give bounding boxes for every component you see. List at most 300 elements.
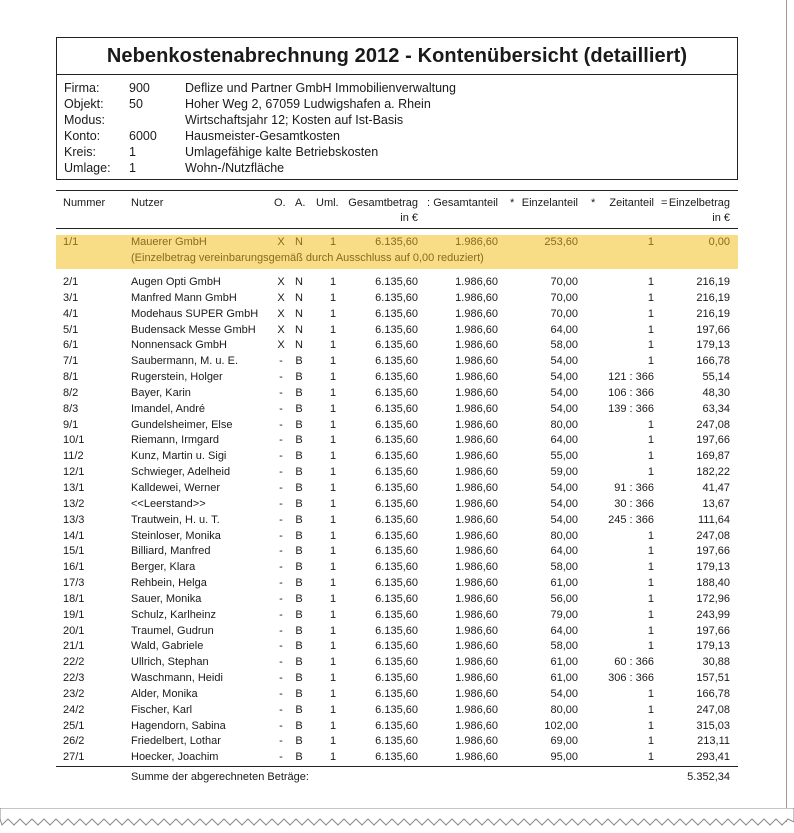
cell-zeitanteil: 1 — [647, 418, 654, 431]
cell-zeitanteil: 1 — [647, 307, 654, 320]
cell-a: B — [295, 529, 303, 542]
cell-nutzer: Rehbein, Helga — [131, 577, 207, 590]
report-info-box — [56, 74, 738, 180]
cell-einzelbetrag: 172,96 — [696, 592, 730, 605]
cell-a: B — [295, 703, 303, 716]
cell-o: - — [279, 529, 283, 542]
cell-uml: 1 — [329, 323, 337, 336]
cell-gesamtbetrag: 6.135,60 — [375, 561, 418, 574]
cell-nummer: 27/1 — [63, 751, 85, 764]
summary-value: 5.352,34 — [687, 771, 730, 784]
cell-einzelanteil: 70,00 — [550, 291, 578, 304]
cell-nutzer: Sauer, Monika — [131, 592, 202, 605]
cell-gesamtanteil: 1.986,60 — [455, 577, 498, 590]
header-zeitanteil: Zeitanteil — [609, 197, 654, 209]
info-number: 1 — [129, 161, 136, 175]
cell-nummer: 8/1 — [63, 371, 79, 384]
cell-gesamtbetrag: 6.135,60 — [375, 339, 418, 352]
table-row — [56, 307, 738, 323]
cell-gesamtanteil: 1.986,60 — [455, 291, 498, 304]
cell-a: B — [295, 687, 303, 700]
cell-gesamtbetrag: 6.135,60 — [375, 751, 418, 764]
table-row — [56, 513, 738, 529]
cell-uml: 1 — [329, 434, 337, 447]
cell-a: B — [295, 608, 303, 621]
cell-nutzer: Riemann, Irmgard — [131, 434, 220, 447]
cell-zeitanteil: 306 : 366 — [608, 672, 654, 685]
cell-einzelbetrag: 197,66 — [696, 323, 730, 336]
cell-nummer: 21/1 — [63, 640, 85, 653]
cell-a: N — [295, 236, 303, 248]
cell-einzelanteil: 70,00 — [550, 307, 578, 320]
cell-gesamtanteil: 1.986,60 — [455, 719, 498, 732]
header-sep-times2: * — [591, 197, 596, 209]
cell-einzelbetrag: 188,40 — [696, 577, 730, 590]
cell-nummer: 15/1 — [63, 545, 85, 558]
table-row — [56, 370, 738, 386]
cell-a: B — [295, 624, 303, 637]
cell-nummer: 17/3 — [63, 577, 85, 590]
cell-o: - — [279, 561, 283, 574]
cell-einzelanteil: 64,00 — [550, 545, 578, 558]
cell-einzelanteil: 54,00 — [550, 687, 578, 700]
cell-a: B — [295, 656, 303, 669]
cell-einzelbetrag: 197,66 — [696, 624, 730, 637]
table-row — [56, 592, 738, 608]
cell-einzelanteil: 69,00 — [550, 735, 578, 748]
cell-einzelanteil: 54,00 — [550, 481, 578, 494]
cell-uml: 1 — [329, 291, 337, 304]
info-row — [57, 161, 737, 177]
cell-gesamtanteil: 1.986,60 — [455, 656, 498, 669]
cell-gesamtbetrag: 6.135,60 — [375, 719, 418, 732]
cell-zeitanteil: 1 — [647, 434, 654, 447]
cell-nutzer: Nonnensack GmbH — [131, 339, 227, 352]
table-row — [56, 529, 738, 545]
cell-o: X — [277, 323, 285, 336]
cell-nutzer: Steinloser, Monika — [131, 529, 221, 542]
cell-einzelanteil: 102,00 — [544, 719, 578, 732]
header-nutzer: Nutzer — [131, 197, 164, 209]
cell-nutzer: Kalldewei, Werner — [131, 481, 221, 494]
cell-uml: 1 — [329, 656, 337, 669]
table-body — [56, 275, 738, 766]
cell-uml: 1 — [329, 497, 337, 510]
cell-nummer: 7/1 — [63, 355, 79, 368]
cell-gesamtanteil: 1.986,60 — [455, 307, 498, 320]
table-row-highlighted — [56, 235, 738, 269]
cell-uml: 1 — [329, 339, 337, 352]
cell-einzelanteil: 58,00 — [550, 339, 578, 352]
cell-einzelanteil: 253,60 — [544, 236, 578, 248]
cell-uml: 1 — [329, 735, 337, 748]
cell-nutzer: Manfred Mann GmbH — [131, 291, 237, 304]
info-row — [57, 129, 737, 145]
cell-zeitanteil: 1 — [647, 640, 654, 653]
cell-a: B — [295, 577, 303, 590]
cell-nutzer: Traumel, Gudrun — [131, 624, 214, 637]
cell-uml: 1 — [329, 276, 337, 288]
cell-gesamtanteil: 1.986,60 — [455, 561, 498, 574]
cell-nutzer: Alder, Monika — [131, 687, 198, 700]
cell-gesamtanteil: 1.986,60 — [455, 355, 498, 368]
cell-gesamtanteil: 1.986,60 — [455, 236, 498, 248]
cell-nutzer: Wald, Gabriele — [131, 640, 204, 653]
cell-zeitanteil: 106 : 366 — [608, 386, 654, 399]
info-label: Modus: — [64, 113, 105, 127]
cell-gesamtbetrag: 6.135,60 — [375, 735, 418, 748]
cell-o: X — [277, 291, 285, 304]
cell-o: - — [279, 497, 283, 510]
cell-gesamtanteil: 1.986,60 — [455, 402, 498, 415]
info-text: Wohn-/Nutzfläche — [185, 161, 285, 175]
cell-a: B — [295, 497, 303, 510]
header-sep-equals: = — [661, 197, 668, 209]
cell-zeitanteil: 245 : 366 — [608, 513, 654, 526]
cell-nummer: 13/3 — [63, 513, 85, 526]
cell-nummer: 5/1 — [63, 323, 79, 336]
table-row — [56, 608, 738, 624]
cell-a: B — [295, 386, 303, 399]
accounts-table — [56, 190, 738, 787]
cell-einzelbetrag: 247,08 — [696, 418, 730, 431]
cell-einzelanteil: 54,00 — [550, 371, 578, 384]
cell-gesamtbetrag: 6.135,60 — [375, 545, 418, 558]
cell-nutzer: Gundelsheimer, Else — [131, 418, 233, 431]
info-label: Umlage: — [64, 161, 111, 175]
cell-gesamtbetrag: 6.135,60 — [375, 672, 418, 685]
table-row — [56, 639, 738, 655]
cell-einzelbetrag: 247,08 — [696, 529, 730, 542]
table-row — [56, 386, 738, 402]
cell-einzelanteil: 59,00 — [550, 466, 578, 479]
cell-nummer: 19/1 — [63, 608, 85, 621]
cell-einzelbetrag: 216,19 — [696, 307, 730, 320]
table-row — [56, 481, 738, 497]
cell-nutzer: Schulz, Karlheinz — [131, 608, 216, 621]
cell-gesamtbetrag: 6.135,60 — [375, 466, 418, 479]
info-text: Umlagefähige kalte Betriebskosten — [185, 145, 379, 159]
cell-gesamtanteil: 1.986,60 — [455, 276, 498, 288]
cell-gesamtanteil: 1.986,60 — [455, 339, 498, 352]
cell-nummer: 22/2 — [63, 656, 85, 669]
cell-gesamtanteil: 1.986,60 — [455, 608, 498, 621]
cell-gesamtbetrag: 6.135,60 — [375, 640, 418, 653]
cell-nummer: 11/2 — [63, 450, 84, 463]
torn-page-edge — [0, 808, 794, 833]
info-label: Konto: — [64, 129, 101, 143]
cell-einzelanteil: 58,00 — [550, 640, 578, 653]
cell-nutzer: Trautwein, H. u. T. — [131, 513, 220, 526]
cell-o: - — [279, 577, 283, 590]
cell-zeitanteil: 1 — [647, 291, 654, 304]
cell-nutzer: Fischer, Karl — [131, 703, 193, 716]
cell-gesamtbetrag: 6.135,60 — [375, 529, 418, 542]
table-row — [56, 655, 738, 671]
cell-uml: 1 — [329, 386, 337, 399]
cell-nummer: 14/1 — [63, 529, 85, 542]
cell-uml: 1 — [329, 418, 337, 431]
cell-nummer: 22/3 — [63, 672, 85, 685]
cell-nummer: 24/2 — [63, 703, 85, 716]
cell-gesamtanteil: 1.986,60 — [455, 386, 498, 399]
header-gesamtbetrag: Gesamtbetrag — [348, 197, 418, 209]
cell-a: B — [295, 355, 303, 368]
cell-zeitanteil: 1 — [647, 529, 654, 542]
cell-nummer: 18/1 — [63, 592, 85, 605]
table-row — [56, 291, 738, 307]
cell-gesamtanteil: 1.986,60 — [455, 481, 498, 494]
cell-einzelanteil: 64,00 — [550, 434, 578, 447]
cell-zeitanteil: 1 — [647, 608, 654, 621]
cell-einzelbetrag: 13,67 — [702, 497, 730, 510]
cell-o: - — [279, 672, 283, 685]
cell-uml: 1 — [329, 672, 337, 685]
cell-a: B — [295, 719, 303, 732]
cell-nummer: 26/2 — [63, 735, 85, 748]
cell-nummer: 10/1 — [63, 434, 85, 447]
cell-o: X — [277, 276, 285, 288]
cell-gesamtbetrag: 6.135,60 — [375, 276, 418, 288]
cell-o: - — [279, 355, 283, 368]
cell-gesamtbetrag: 6.135,60 — [375, 386, 418, 399]
table-row — [56, 703, 738, 719]
cell-zeitanteil: 1 — [647, 450, 654, 463]
table-row — [56, 687, 738, 703]
cell-einzelanteil: 54,00 — [550, 386, 578, 399]
cell-o: - — [279, 466, 283, 479]
header-gesamtbetrag-unit: in € — [400, 212, 418, 224]
cell-einzelanteil: 54,00 — [550, 513, 578, 526]
cell-nummer: 4/1 — [63, 307, 79, 320]
cell-uml: 1 — [329, 355, 337, 368]
table-row — [56, 624, 738, 640]
info-text: Hoher Weg 2, 67059 Ludwigshafen a. Rhein — [185, 97, 431, 111]
cell-o: - — [279, 418, 283, 431]
cell-gesamtanteil: 1.986,60 — [455, 529, 498, 542]
cell-zeitanteil: 1 — [647, 751, 654, 764]
cell-gesamtbetrag: 6.135,60 — [375, 371, 418, 384]
cell-gesamtbetrag: 6.135,60 — [375, 481, 418, 494]
cell-a: B — [295, 481, 303, 494]
cell-zeitanteil: 1 — [647, 624, 654, 637]
cell-nummer: 6/1 — [63, 339, 79, 352]
cell-einzelbetrag: 179,13 — [696, 561, 730, 574]
table-row — [56, 497, 738, 513]
cell-uml: 1 — [329, 307, 337, 320]
cell-nummer: 13/2 — [63, 497, 85, 510]
cell-o: - — [279, 656, 283, 669]
cell-a: B — [295, 402, 303, 415]
info-label: Objekt: — [64, 97, 104, 111]
cell-uml: 1 — [329, 481, 337, 494]
cell-nummer: 8/2 — [63, 386, 79, 399]
summary-row — [56, 766, 738, 787]
cell-uml: 1 — [329, 751, 337, 764]
cell-gesamtanteil: 1.986,60 — [455, 434, 498, 447]
header-uml: Uml. — [316, 197, 339, 209]
cell-a: N — [295, 307, 303, 320]
cell-o: - — [279, 371, 283, 384]
exclusion-note: (Einzelbetrag vereinbarungsgemäß durch Ausschluss auf 0,00 reduziert) — [131, 252, 484, 264]
cell-nutzer: Mauerer GmbH — [131, 236, 207, 248]
cell-nutzer: Rugerstein, Holger — [131, 371, 223, 384]
cell-einzelanteil: 80,00 — [550, 529, 578, 542]
cell-nutzer: Schwieger, Adelheid — [131, 466, 231, 479]
cell-gesamtanteil: 1.986,60 — [455, 545, 498, 558]
header-einzelanteil: Einzelanteil — [521, 197, 578, 209]
cell-nutzer: Hoecker, Joachim — [131, 751, 219, 764]
cell-uml: 1 — [329, 577, 337, 590]
cell-gesamtanteil: 1.986,60 — [455, 672, 498, 685]
cell-a: B — [295, 545, 303, 558]
summary-label: Summe der abgerechneten Beträge: — [131, 771, 309, 784]
header-einzelbetrag: Einzelbetrag — [668, 197, 730, 209]
cell-einzelanteil: 80,00 — [550, 418, 578, 431]
header-einzelbetrag-unit: in € — [712, 212, 730, 224]
cell-uml: 1 — [329, 513, 337, 526]
cell-uml: 1 — [329, 719, 337, 732]
cell-nutzer: Ullrich, Stephan — [131, 656, 209, 669]
cell-o: - — [279, 513, 283, 526]
info-row — [57, 97, 737, 113]
cell-zeitanteil: 1 — [647, 703, 654, 716]
table-row — [56, 544, 738, 560]
cell-gesamtanteil: 1.986,60 — [455, 418, 498, 431]
cell-nummer: 9/1 — [63, 418, 79, 431]
cell-einzelanteil: 64,00 — [550, 323, 578, 336]
cell-gesamtbetrag: 6.135,60 — [375, 291, 418, 304]
cell-o: X — [277, 236, 285, 248]
cell-gesamtbetrag: 6.135,60 — [375, 513, 418, 526]
cell-einzelbetrag: 247,08 — [696, 703, 730, 716]
cell-einzelanteil: 64,00 — [550, 624, 578, 637]
cell-einzelbetrag: 179,13 — [696, 640, 730, 653]
cell-a: B — [295, 592, 303, 605]
info-number: 50 — [129, 97, 143, 111]
cell-zeitanteil: 121 : 366 — [608, 371, 654, 384]
cell-nummer: 2/1 — [63, 276, 79, 288]
cell-nutzer: Modehaus SUPER GmbH — [131, 307, 259, 320]
cell-a: B — [295, 418, 303, 431]
cell-gesamtanteil: 1.986,60 — [455, 592, 498, 605]
cell-nummer: 1/1 — [63, 236, 79, 248]
cell-gesamtanteil: 1.986,60 — [455, 450, 498, 463]
cell-gesamtbetrag: 6.135,60 — [375, 323, 418, 336]
cell-o: - — [279, 735, 283, 748]
table-row — [56, 734, 738, 750]
cell-nutzer: Saubermann, M. u. E. — [131, 355, 238, 368]
cell-uml: 1 — [329, 624, 337, 637]
cell-a: N — [295, 276, 303, 288]
cell-einzelbetrag: 197,66 — [696, 545, 730, 558]
cell-gesamtbetrag: 6.135,60 — [375, 592, 418, 605]
header-gesamtanteil: Gesamtanteil — [433, 197, 498, 209]
info-number: 6000 — [129, 129, 157, 143]
cell-nutzer: Bayer, Karin — [131, 386, 191, 399]
cell-nutzer: Waschmann, Heidi — [131, 672, 223, 685]
cell-uml: 1 — [329, 592, 337, 605]
cell-zeitanteil: 1 — [647, 561, 654, 574]
info-row — [57, 113, 737, 129]
info-label: Kreis: — [64, 145, 96, 159]
cell-a: N — [295, 339, 303, 352]
cell-einzelbetrag: 48,30 — [702, 386, 730, 399]
cell-zeitanteil: 60 : 366 — [614, 656, 654, 669]
cell-einzelanteil: 61,00 — [550, 656, 578, 669]
cell-einzelanteil: 58,00 — [550, 561, 578, 574]
cell-einzelanteil: 79,00 — [550, 608, 578, 621]
cell-o: - — [279, 703, 283, 716]
cell-zeitanteil: 1 — [647, 355, 654, 368]
cell-o: - — [279, 386, 283, 399]
cell-einzelbetrag: 157,51 — [696, 672, 730, 685]
cell-einzelbetrag: 243,99 — [696, 608, 730, 621]
cell-gesamtbetrag: 6.135,60 — [375, 624, 418, 637]
cell-gesamtanteil: 1.986,60 — [455, 640, 498, 653]
table-row — [56, 750, 738, 766]
table-row — [56, 402, 738, 418]
cell-zeitanteil: 1 — [647, 323, 654, 336]
cell-gesamtbetrag: 6.135,60 — [375, 402, 418, 415]
cell-uml: 1 — [329, 687, 337, 700]
cell-einzelanteil: 54,00 — [550, 497, 578, 510]
cell-nummer: 23/2 — [63, 687, 85, 700]
cell-nummer: 3/1 — [63, 291, 79, 304]
cell-zeitanteil: 1 — [647, 735, 654, 748]
cell-o: - — [279, 592, 283, 605]
cell-gesamtanteil: 1.986,60 — [455, 687, 498, 700]
cell-a: B — [295, 434, 303, 447]
header-o: O. — [274, 197, 286, 209]
cell-o: - — [279, 751, 283, 764]
cell-nutzer: Friedelbert, Lothar — [131, 735, 221, 748]
cell-o: - — [279, 687, 283, 700]
cell-einzelbetrag: 179,13 — [696, 339, 730, 352]
cell-o: - — [279, 434, 283, 447]
cell-gesamtbetrag: 6.135,60 — [375, 687, 418, 700]
cell-o: - — [279, 719, 283, 732]
cell-gesamtbetrag: 6.135,60 — [375, 307, 418, 320]
table-row — [56, 560, 738, 576]
cell-einzelbetrag: 111,64 — [697, 513, 730, 526]
cell-einzelbetrag: 293,41 — [696, 751, 730, 764]
cell-gesamtanteil: 1.986,60 — [455, 323, 498, 336]
header-sep-times1: * — [510, 197, 515, 209]
info-text: Wirtschaftsjahr 12; Kosten auf Ist-Basis — [185, 113, 404, 127]
table-row — [56, 323, 738, 339]
cell-nutzer: Budensack Messe GmbH — [131, 323, 256, 336]
table-row — [56, 449, 738, 465]
cell-zeitanteil: 91 : 366 — [614, 481, 654, 494]
cell-a: B — [295, 561, 303, 574]
cell-einzelbetrag: 213,11 — [697, 735, 730, 748]
cell-nutzer: Augen Opti GmbH — [131, 276, 221, 288]
cell-gesamtbetrag: 6.135,60 — [375, 577, 418, 590]
cell-nutzer: <<Leerstand>> — [131, 497, 206, 510]
cell-o: - — [279, 640, 283, 653]
report-title: Nebenkostenabrechnung 2012 - Kontenübersicht (detailliert) — [56, 37, 738, 75]
cell-zeitanteil: 1 — [647, 236, 654, 248]
cell-einzelanteil: 54,00 — [550, 402, 578, 415]
cell-einzelbetrag: 0,00 — [708, 236, 730, 248]
table-row — [56, 418, 738, 434]
table-row — [56, 433, 738, 449]
cell-nutzer: Kunz, Martin u. Sigi — [131, 450, 227, 463]
table-row — [56, 338, 738, 354]
cell-uml: 1 — [329, 371, 337, 384]
cell-einzelanteil: 61,00 — [550, 577, 578, 590]
